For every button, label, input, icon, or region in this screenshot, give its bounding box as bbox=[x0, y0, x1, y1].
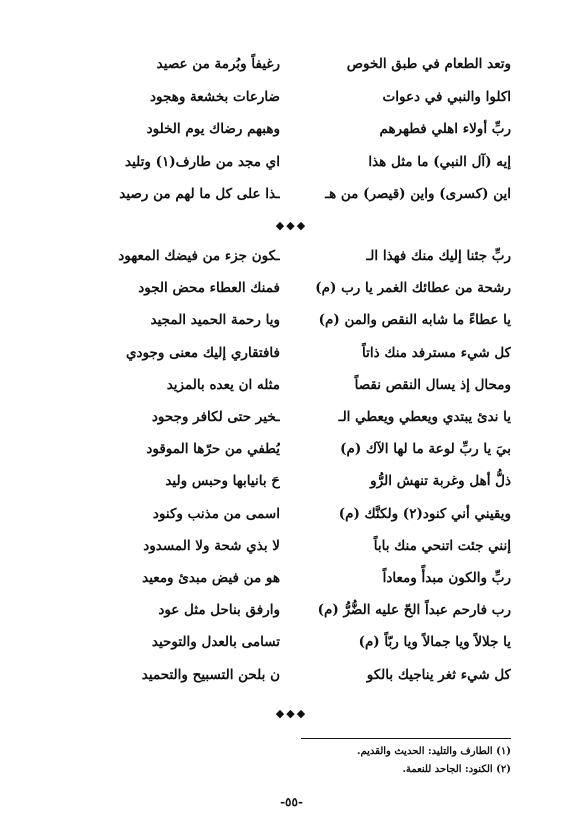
verse-second-hemistich: اي مجد من طارف(١) وتليد bbox=[125, 153, 280, 170]
section-ornament: ◆◆◆ bbox=[275, 707, 308, 720]
verse-first-hemistich: كل شيء ثغر يناجيك بالكو bbox=[366, 666, 511, 683]
verse-second-hemistich: ـكون جزء من فيضك المعهود bbox=[118, 248, 280, 264]
verse-first-hemistich: ويقيني أني كنود(٢) ولكنَّك (م) bbox=[338, 505, 511, 522]
verse-first-hemistich: يا عطاءً ما شابه النقص والمن (م) bbox=[318, 312, 511, 329]
page-number: -٥٥- bbox=[280, 795, 303, 809]
verse-line bbox=[0, 498, 583, 530]
verse-line bbox=[0, 433, 583, 465]
verse-line bbox=[0, 48, 583, 80]
verse-line bbox=[0, 146, 583, 178]
verse-second-hemistich: تسامى بالعدل والتوحيد bbox=[151, 634, 280, 651]
verse-line bbox=[0, 530, 583, 562]
verse-second-hemistich: ن بلحن التسبيح والتحميد bbox=[141, 666, 280, 683]
verse-second-hemistich: لا بذي شحة ولا المسدود bbox=[143, 537, 280, 554]
verse-first-hemistich: اين (كسرى) واين (قيصر) من هـ bbox=[325, 186, 511, 202]
verse-second-hemistich: رغيفاً وبُرمة من عصيد bbox=[156, 56, 280, 72]
verse-line bbox=[0, 594, 583, 626]
verse-line bbox=[0, 562, 583, 594]
verse-second-hemistich: يُطفي من حرّها الموقود bbox=[146, 441, 280, 458]
verse-line bbox=[0, 465, 583, 497]
verse-second-hemistich: فافتقاري إليك معنى وجودي bbox=[125, 344, 280, 361]
verse-second-hemistich: وهبهم رضاك يوم الخلود bbox=[146, 121, 280, 137]
verse-first-hemistich: يا جلالاً ويا جمالاً ويا ربّاً (م) bbox=[358, 634, 511, 651]
verse-second-hemistich: مثله ان يعده بالمزيد bbox=[166, 376, 280, 393]
verse-line bbox=[0, 369, 583, 401]
verse-first-hemistich: إيه (آل النبي) ما مثل هذا bbox=[368, 153, 511, 170]
verse-second-hemistich: ويا رحمة الحميد المجيد bbox=[150, 312, 280, 329]
verse-line bbox=[0, 304, 583, 336]
footnote-1: (١) الطارف والتليد: الحديث والقديم. bbox=[357, 746, 511, 757]
verse-line bbox=[0, 659, 583, 691]
verse-first-hemistich: يا ندئ يبتدي ويعطي ويعطي الـ bbox=[338, 409, 511, 425]
verse-first-hemistich: بيَ يا ربِّ لوعة ما لها الآك (م) bbox=[340, 441, 511, 458]
verse-first-hemistich: ربِّ والكون مبدأً ومعاداً bbox=[382, 570, 511, 586]
verse-second-hemistich: ـذا على كل ما لهم من رصيد bbox=[119, 186, 280, 202]
footnote-divider bbox=[301, 738, 511, 739]
verse-first-hemistich: ربِّ أولاء اهلي فطهرهم bbox=[379, 121, 511, 137]
verse-second-hemistich: اسمى من مذنب وكنود bbox=[152, 505, 280, 522]
verse-line bbox=[0, 178, 583, 210]
verse-line bbox=[0, 240, 583, 272]
verse-second-hemistich: ـخير حتى لكافر وجحود bbox=[151, 409, 280, 425]
verse-second-hemistich: هو من فيض مبدئ ومعيد bbox=[142, 570, 280, 586]
verse-second-hemistich: وارفق بناحل مثل عود bbox=[158, 602, 280, 619]
section-ornament: ◆◆◆ bbox=[275, 219, 308, 232]
verse-first-hemistich: ربِّ جئنا إليك منك فهذا الـ bbox=[366, 248, 511, 264]
verse-first-hemistich: وتعد الطعام في طبق الخوص bbox=[346, 56, 511, 72]
verse-first-hemistich: كل شيء مسترفد منك ذاتاً bbox=[361, 344, 511, 361]
verse-first-hemistich: ومحال إذ يسال النقص نقصاً bbox=[354, 376, 511, 393]
verse-first-hemistich: ذلُّ أهل وغربة تنهش الرُّو bbox=[370, 473, 511, 490]
verse-line bbox=[0, 401, 583, 433]
verse-line bbox=[0, 626, 583, 658]
verse-line bbox=[0, 113, 583, 145]
verse-first-hemistich: رب فارحم عبداً الحّ عليه الضُّرُّ (م) bbox=[317, 602, 511, 619]
verse-line bbox=[0, 337, 583, 369]
footnote-2: (٢) الكنود: الجاحد للنعمة. bbox=[402, 764, 511, 775]
verse-first-hemistich: رشحة من عطائك الغمر يا رب (م) bbox=[315, 280, 511, 297]
verse-first-hemistich: اكلوا والنبي في دعوات bbox=[382, 88, 511, 105]
verse-line bbox=[0, 272, 583, 304]
verse-second-hemistich: فمنك العطاء محض الجود bbox=[138, 280, 280, 297]
verse-line bbox=[0, 81, 583, 113]
verse-first-hemistich: إنني جئت اتنحي منك باباً bbox=[373, 537, 511, 554]
verse-second-hemistich: حَ بانيابها وحبس وليد bbox=[165, 473, 280, 490]
verse-second-hemistich: ضارعات بخشعة وهجود bbox=[150, 88, 280, 105]
